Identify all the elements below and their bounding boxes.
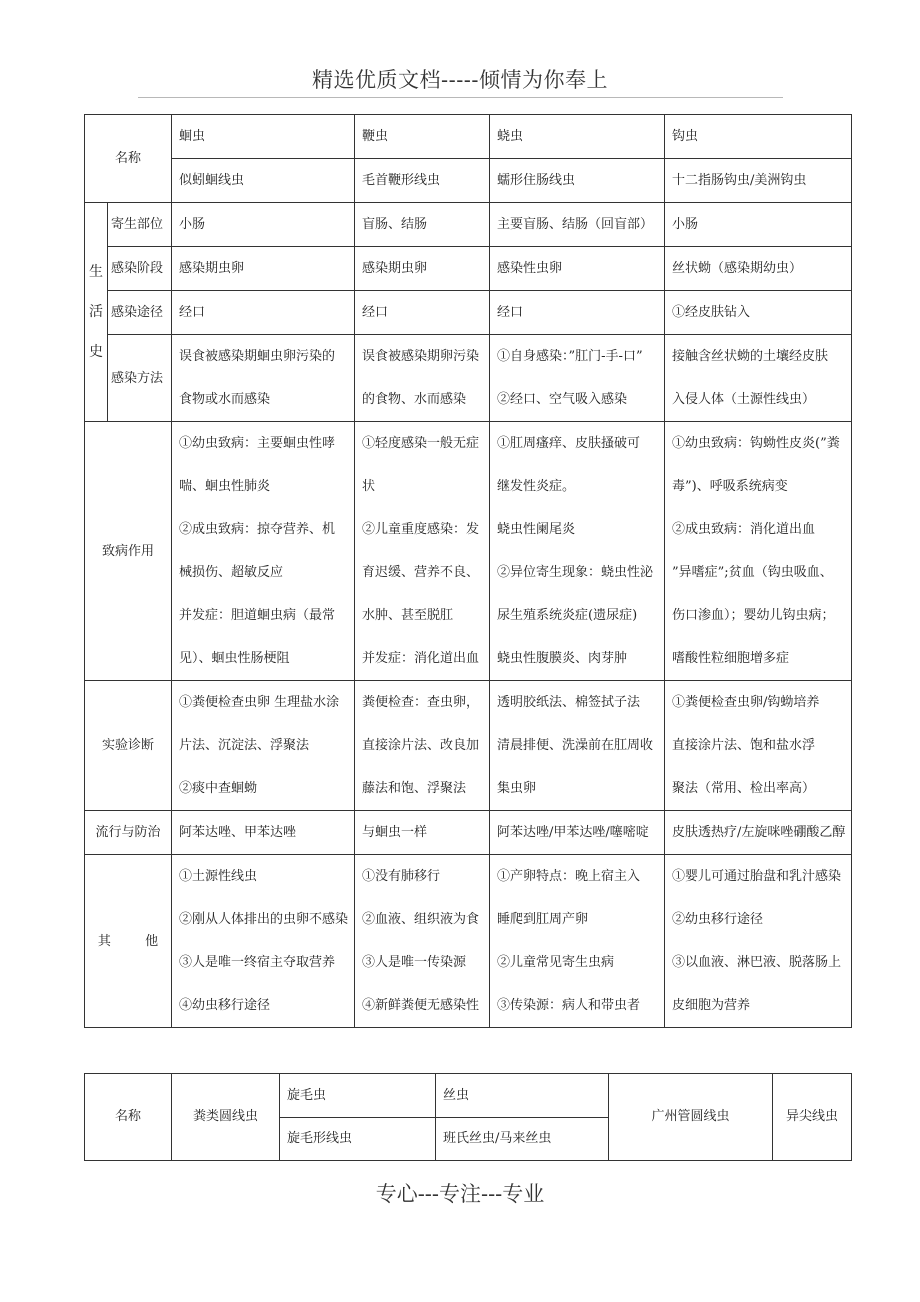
cell-line: 见）、蛔虫性肠梗阻 [179,651,290,666]
cell [172,422,355,681]
cell-line: 透明胶纸法、棉签拭子法 [497,695,641,710]
cell-line: ①自身感染：”肛门-手-口” [497,349,643,364]
cell: 与蛔虫一样 [355,811,490,855]
other-label-char: 其 [97,933,111,949]
cell-line: ③人是唯一传染源 [362,955,467,970]
species-full-name: 蠕形住肠线虫 [490,159,665,203]
row-label-site: 寄生部位 [108,203,172,247]
cell-line: 睡爬到肛周产卵 [497,912,589,927]
cell-line: ①轻度感染一般无症 [362,436,480,451]
diagnosis-label: 实验诊断 [85,681,172,811]
name-label: 名称 [85,115,172,203]
species-name: 蛲虫 [490,115,665,159]
life-history-char: 生 [89,264,103,280]
cell-line: 械损伤、超敏反应 [179,565,284,580]
cell-line: ②幼虫移行途径 [672,912,764,927]
row-label-stage: 感染阶段 [108,247,172,291]
pathogenesis-row [85,422,852,681]
cell-line: 蛲虫性腹膜炎、肉芽肿 [497,651,628,666]
other-label [85,855,172,1028]
species-filaria-full: 班氏丝虫/马来丝虫 [436,1118,609,1161]
species-name-row [85,115,852,159]
cell-line: ①婴儿可通过胎盘和乳汁感染 [672,869,842,884]
prevention-label: 流行与防治 [85,811,172,855]
species-trichinella-full: 旋毛形线虫 [280,1118,436,1161]
cell [665,681,852,811]
cell-line: 的食物、水而感染 [362,392,467,407]
species-full-name: 毛首鞭形线虫 [355,159,490,203]
cell [490,681,665,811]
cell [665,855,852,1028]
cell: 小肠 [665,203,852,247]
cell-line: 并发症：胆道蛔虫病（最常 [179,608,336,623]
cell: 经口 [172,291,355,335]
cell: 阿苯达唑/甲苯达唑/噻嘧啶 [490,811,665,855]
pathogenesis-label: 致病作用 [85,422,172,681]
cell-line: 误食被感染期卵污染 [362,349,480,364]
cell [172,855,355,1028]
cell-line: ②血液、组织液为食 [362,912,480,927]
nematode-comparison-table [84,114,852,1028]
cell: 经口 [355,291,490,335]
cell-line: 入侵人体（土源性线虫） [672,392,816,407]
cell [665,422,852,681]
cell-line: 状 [362,479,376,494]
diagnosis-row [85,681,852,811]
cell-line: ②痰中查蛔蚴 [179,781,258,796]
page-footer: 专心---专注---专业 [375,1182,545,1206]
header-divider [138,97,783,98]
cell-line: 育迟缓、营养不良、 [362,565,480,580]
cell-line: ①幼虫致病：钩蚴性皮炎(”粪 [672,436,840,451]
cell-line: ①肛周瘙痒、皮肤搔破可 [497,436,641,451]
cell-line: ②儿童重度感染：发 [362,522,480,537]
cell-line: 水肿、甚至脱肛 [362,608,454,623]
cell [355,335,490,422]
cell [355,422,490,681]
cell: 主要盲肠、结肠（回盲部） [490,203,665,247]
cell-line: ②成虫致病：消化道出血 [672,522,816,537]
cell-line: 接触含丝状蚴的土壤经皮肤 [672,349,829,364]
cell [490,335,665,422]
cell-line: ①粪便检查虫卵/钩蚴培养 [672,695,820,710]
cell: 感染期虫卵 [355,247,490,291]
species-full-name: 十二指肠钩虫/美洲钩虫 [665,159,852,203]
cell-line: ①幼虫致病：主要蛔虫性哮 [179,436,336,451]
other-label-char: 他 [145,933,159,949]
cell [172,681,355,811]
species-angiostrongylus: 广州管圆线虫 [609,1074,773,1161]
species-latin-row [85,159,852,203]
cell: 经口 [490,291,665,335]
cell: ①经皮肤钻入 [665,291,852,335]
species-strongyloides: 粪类圆线虫 [172,1074,280,1161]
cell-line: 皮细胞为营养 [672,998,751,1013]
cell: 小肠 [172,203,355,247]
cell-line: ④幼虫移行途径 [179,998,271,1013]
life-history-char: 史 [89,344,103,360]
cell [490,422,665,681]
cell-line: 直接涂片法、改良加 [362,738,480,753]
life-history-label [85,203,108,422]
nematode-table-2 [84,1073,852,1161]
page-header: 精选优质文档-----倾情为你奉上 [312,68,608,92]
row-label-method: 感染方法 [108,335,172,422]
life-row [85,247,852,291]
cell-line: 集虫卵 [497,781,537,796]
species-trichinella: 旋毛虫 [280,1074,436,1118]
species-full-name: 似蚓蛔线虫 [172,159,355,203]
cell-line: ②儿童常见寄生虫病 [497,955,615,970]
cell-line: 藤法和饱、浮聚法 [362,781,467,796]
cell-line: ③以血液、淋巴液、脱落肠上 [672,955,842,970]
cell-line: 误食被感染期蛔虫卵污染的 [179,349,336,364]
cell-line: ③人是唯一终宿主夺取营养 [179,955,336,970]
cell-line: 尿生殖系统炎症(遗尿症) [497,608,638,623]
species-name: 蛔虫 [172,115,355,159]
row-label-route: 感染途径 [108,291,172,335]
cell-line: 并发症：消化道出血 [362,651,480,666]
cell-line: 直接涂片法、饱和盐水浮 [672,738,816,753]
cell-line: ①没有肺移行 [362,869,441,884]
species-filaria: 丝虫 [436,1074,609,1118]
life-row [85,203,852,247]
cell-line: 蛲虫性阑尾炎 [497,522,576,537]
cell-line: 聚法（常用、检出率高） [672,781,816,796]
cell-line: 继发性炎症。 [497,479,576,494]
cell [665,335,852,422]
cell-line: 食物或水而感染 [179,392,271,407]
cell [490,855,665,1028]
cell-line: ②刚从人体排出的虫卵不感染 [179,912,349,927]
prevention-row [85,811,852,855]
cell-line: 清晨排便、洗澡前在肛周收 [497,738,654,753]
species-name: 鞭虫 [355,115,490,159]
cell-line: ①粪便检查虫卵 生理盐水涂 [179,695,340,710]
cell: 感染性虫卵 [490,247,665,291]
cell-line: 喘、蛔虫性肺炎 [179,479,271,494]
cell-line: ③传染源：病人和带虫者 [497,998,641,1013]
cell-line: ②成虫致病：掠夺营养、机 [179,522,336,537]
cell-line: 片法、沉淀法、浮聚法 [179,738,310,753]
cell-line: ②经口、空气吸入感染 [497,392,628,407]
cell-line: ④新鲜粪便无感染性 [362,998,480,1013]
name-label: 名称 [85,1074,172,1161]
cell-line: ①产卵特点：晚上宿主入 [497,869,641,884]
cell-line: ②异位寄生现象：蛲虫性泌 [497,565,654,580]
species-name: 钩虫 [665,115,852,159]
cell [355,855,490,1028]
cell-line: ①土源性线虫 [179,869,258,884]
cell-line: 粪便检查：查虫卵， [362,695,480,710]
cell: 盲肠、结肠 [355,203,490,247]
cell [172,335,355,422]
cell-line: 嗜酸性粒细胞增多症 [672,651,790,666]
cell-line: 毒”)、呼吸系统病变 [672,479,788,494]
life-row [85,291,852,335]
species-anisakis: 异尖线虫 [773,1074,852,1161]
other-row [85,855,852,1028]
cell [355,681,490,811]
cell-line: ”异嗜症”;贫血（钩虫吸血、 [672,565,833,580]
life-row [85,335,852,422]
cell-line: 伤口渗血）；婴幼儿钩虫病； [672,608,835,623]
cell: 阿苯达唑、甲苯达唑 [172,811,355,855]
life-history-char: 活 [89,304,103,320]
cell: 感染期虫卵 [172,247,355,291]
cell: 皮肤透热疗/左旋咪唑硼酸乙醇 [665,811,852,855]
cell: 丝状蚴（感染期幼虫） [665,247,852,291]
